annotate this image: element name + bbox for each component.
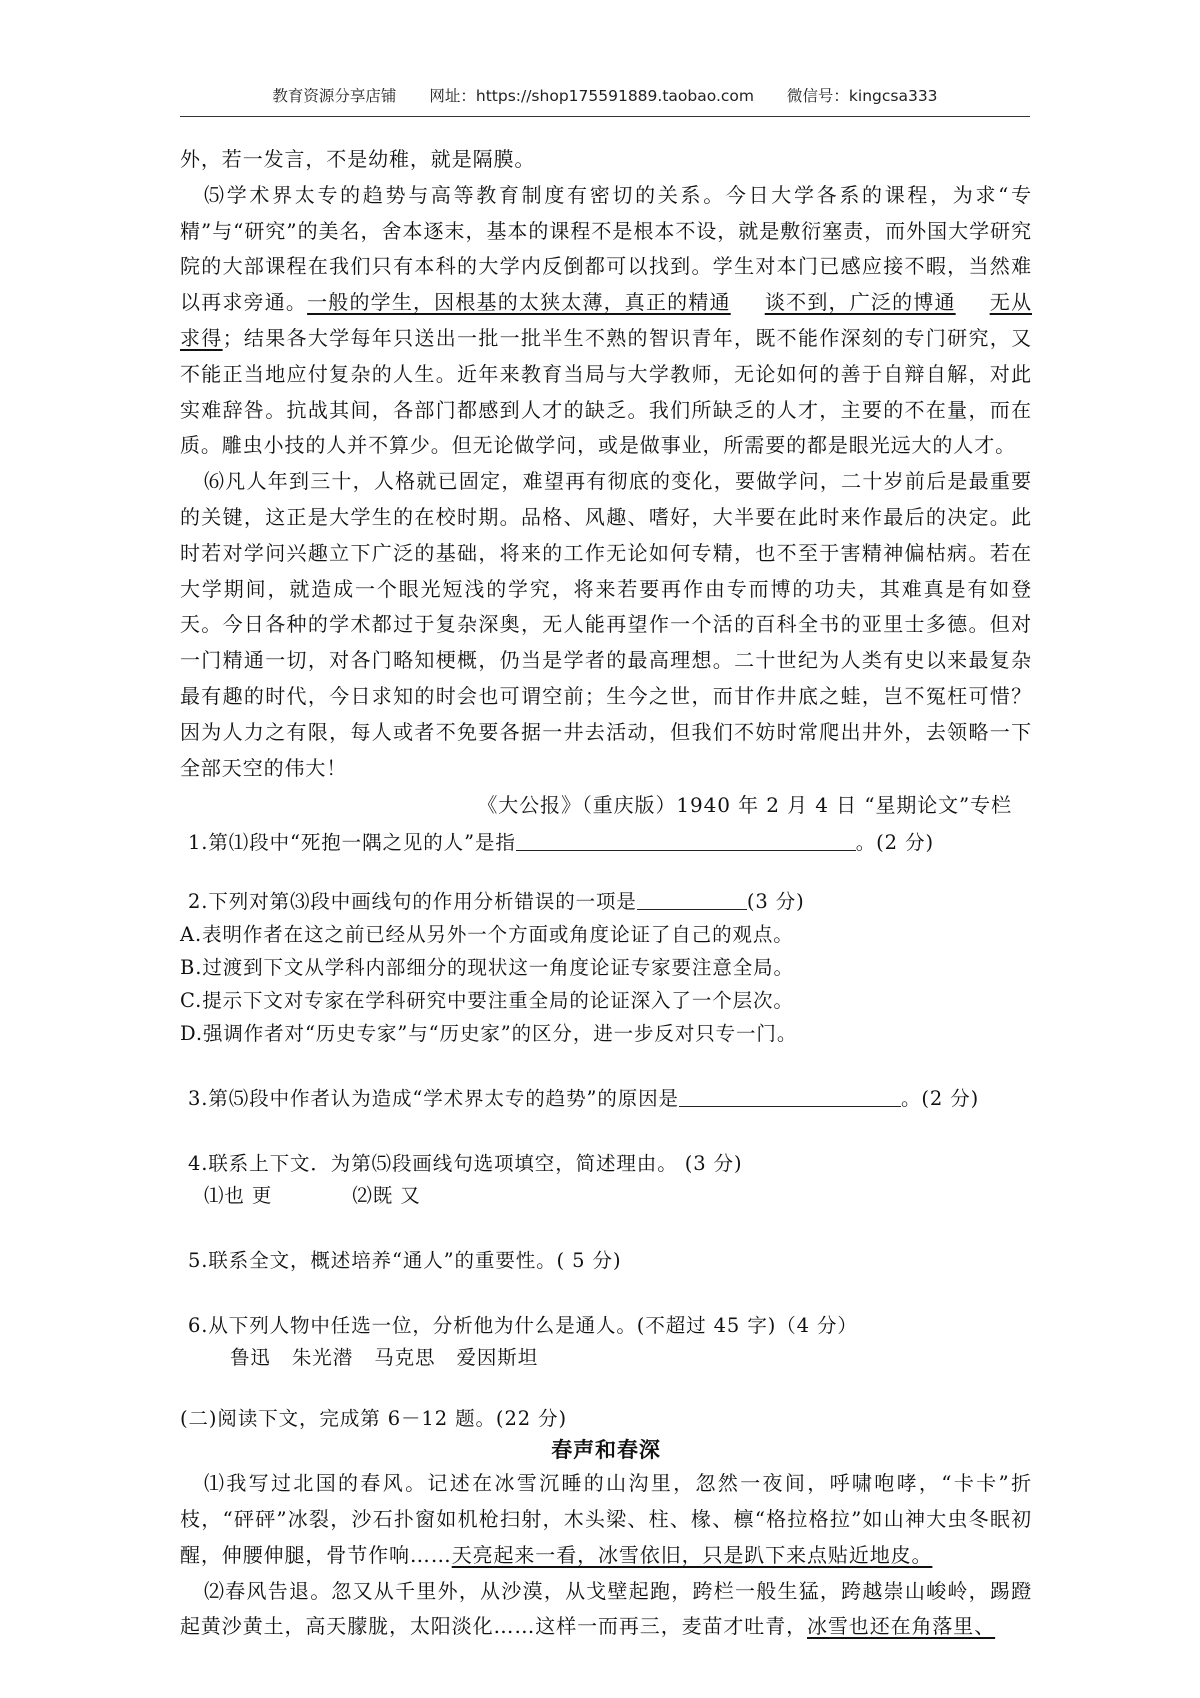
p1-underline: 天亮起来一看，冰雪依旧，只是趴下来点贴近地皮。	[451, 1542, 933, 1567]
p5-underline-2: 谈不到，广泛的博通	[764, 290, 956, 315]
p5-text-b: ；结果各大学每年只送出一批一批半生不熟的智识青年，既不能作深刻的专门研究，又不能正当地应付复杂的人生。近年来教育当局与大学教师，无论如何的善于自辩自解，对此实难辞咎。抗战其间，各部门都感到人才的缺乏。我们所缺乏的人才，主要的不在量，而在质。雕虫小技的人并不算少。但无论做学问，或是做事业，所需要的都是眼光远大的人才。	[180, 325, 1032, 458]
answer-blank-3[interactable]	[679, 1086, 901, 1107]
question-2: 2.下列对第⑶段中画线句的作用分析错误的一项是 (3 分)	[188, 890, 805, 914]
shop-url: 网址：https://shop175591889.taobao.com	[429, 87, 754, 105]
question-4: 4.联系上下文．为第⑸段画线句选项填空，简述理由。 (3 分)	[188, 1152, 743, 1176]
answer-blank-1[interactable]	[516, 830, 856, 851]
p5-underline-3: 无从求得	[180, 290, 1033, 350]
article-paragraph-1: ⑴我写过北国的春风。记述在冰雪沉睡的山沟里，忽然一夜间，呼啸咆哮，“卡卡”折枝，“砰砰”冰裂，沙石扑窗如机枪扫射，木头梁、柱、椽、檩“格拉格拉”如山神大虫冬眠初醒，伸腰伸腿，骨节作响……天亮起来一看，冰雪依旧，只是趴下来点贴近地皮。	[180, 1471, 1032, 1567]
option-b: B.过渡到下文从学科内部细分的现状这一角度论证专家要注意全局。	[180, 956, 794, 980]
p2-underline: 冰雪也还在角落里、	[807, 1614, 996, 1639]
source-citation: 《大公报》（重庆版）1940 年 2 月 4 日 “星期论文”专栏	[477, 793, 1012, 818]
article-title: 春声和春深	[551, 1438, 661, 1463]
p5-text-a: ⑸学术界太专的趋势与高等教育制度有密切的关系。今日大学各系的课程，为求“专精”与“研究”的美名，舍本逐末，基本的课程不是根本不设，就是敷衍塞责，而外国大学研究院的大部课程在我们只有本科的大学内反倒都可以找到。学生对本门已感应接不暇，当然难以再求旁通。	[180, 182, 1032, 315]
question-5: 5.联系全文，概述培养“通人”的重要性。( 5 分)	[188, 1249, 622, 1273]
question-6-names: 鲁迅 朱光潜 马克思 爱因斯坦	[230, 1346, 539, 1370]
question-1: 1.第⑴段中“死抱一隅之见的人”是指 。(2 分)	[188, 831, 934, 855]
paragraph-6: ⑹凡人年到三十，人格就已固定，难望再有彻底的变化，要做学问，二十岁前后是最重要的关键，这正是大学生的在校时期。品格、风趣、嗜好，大半要在此时来作最后的决定。此时若对学问兴趣立下广泛的基础，将来的工作无论如何专精，也不至于害精神偏枯病。若在大学期间，就造成一个眼光短浅的学究，将来若要再作由专而博的功夫，其难真是有如登天。今日各种的学术都过于复杂深奥，无人能再望作一个活的百科全书的亚里士多德。但对一门精通一切，对各门略知梗概，仍当是学者的最高理想。二十世纪为人类有史以来最复杂最有趣的时代，今日求知的时会也可谓空前；生今之世，而甘作井底之蛙，岂不冤枉可惜？因为人力之有限，每人或者不免要各据一井去活动，但我们不妨时常爬出井外，去领略一下全部天空的伟大！	[180, 469, 1032, 780]
p5-underline-1: 一般的学生，因根基的太狭太薄，真正的精通	[307, 290, 731, 315]
answer-blank-2[interactable]	[637, 889, 747, 910]
option-c: C.提示下文对专家在学科研究中要注重全局的论证深入了一个层次。	[180, 989, 794, 1013]
question-3: 3.第⑸段中作者认为造成“学术界太专的趋势”的原因是 。(2 分)	[188, 1087, 980, 1111]
question-6: 6.从下列人物中任选一位，分析他为什么是通人。(不超过 45 字)（4 分）	[188, 1314, 858, 1338]
article-paragraph-2: ⑵春风告退。忽又从千里外，从沙漠，从戈壁起跑，跨栏一般生猛，跨越崇山峻岭，踢蹬起黄沙黄土，高天朦胧，太阳淡化……这样一而再三，麦苗才吐青，冰雪也还在角落里、	[180, 1578, 1032, 1639]
page-header	[180, 84, 1030, 117]
shop-name: 教育资源分享店铺	[272, 87, 397, 105]
option-a: A.表明作者在这之前已经从另外一个方面或角度论证了自己的观点。	[180, 923, 794, 947]
option-d: D.强调作者对“历史专家”与“历史家”的区分，进一步反对只专一门。	[180, 1022, 798, 1046]
section-2-intro: (二)阅读下文，完成第 6－12 题。(22 分)	[180, 1407, 568, 1431]
wechat-id: 微信号：kingcsa333	[786, 87, 938, 105]
question-4-options: ⑴也 更 ⑵既 又	[204, 1184, 421, 1208]
document-body	[180, 142, 1032, 1645]
paragraph-5	[180, 178, 1032, 464]
paragraph-continued: 外，若一发言，不是幼稚，就是隔膜。	[180, 147, 536, 171]
